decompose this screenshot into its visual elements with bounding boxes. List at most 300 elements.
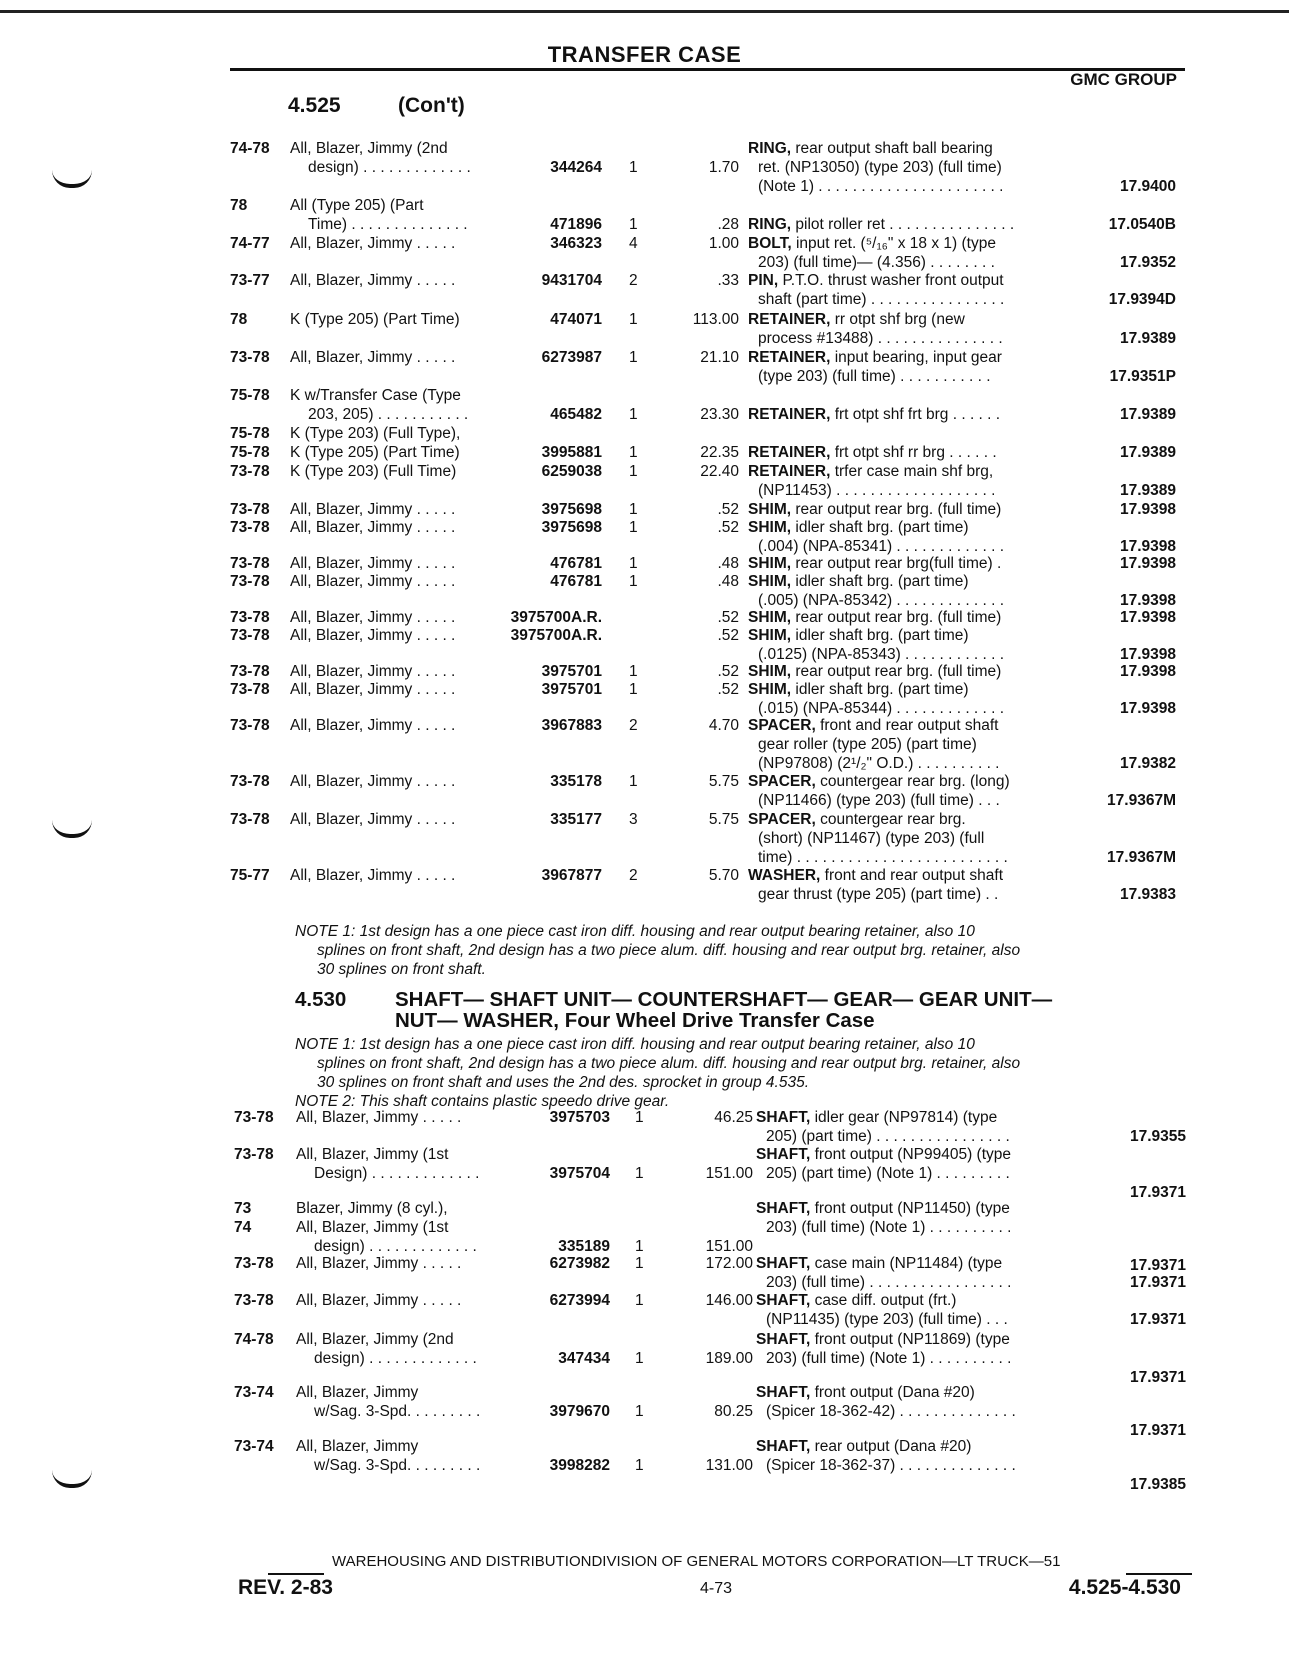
part-name: RETAINER, [748,444,831,461]
year-line: 74-78 [234,1331,274,1348]
group-number: 17.9389 [1119,330,1176,347]
section-heading-4525 [288,94,465,118]
year-line: 73-77 [230,272,270,289]
application-line: K (Type 205) (Part Time) [290,444,460,461]
description [756,1437,1086,1475]
application [290,386,468,424]
description [748,680,1078,718]
description [748,810,1078,867]
description [756,1108,1086,1146]
group-number: 17.9385 [1129,1476,1186,1493]
group-number: 17.9398 [1119,555,1176,572]
description-line: (.015) (NPA-85344) . . . . . . . . . . . . . [758,700,1005,717]
description-text: rear output rear brg(full time) . [795,555,1002,572]
year-range [230,680,290,699]
application [290,518,455,537]
description-text: input ret. (⁵/₁₆" x 18 x 1) (type [795,235,996,252]
description-line: (NP11466) (type 203) (full time) . . . [758,792,1000,809]
application-line: All, Blazer, Jimmy (1st [296,1219,449,1236]
quantity: 1 [629,681,638,698]
group-number: 17.9355 [1129,1128,1186,1145]
group-number: 17.9371 [1129,1311,1186,1328]
header-rule [230,68,1185,71]
description-text: P.T.O. thrust washer front output [782,272,1004,289]
description-line: (short) (NP11467) (type 203) (full [758,830,985,847]
group-number: 17.9389 [1119,406,1176,423]
year-range [230,234,290,253]
note-block-4525 [295,922,1020,979]
price: .33 [717,272,739,289]
part-number: 335189 [558,1238,610,1255]
description-text: rear output rear brg. (full time) [795,501,1002,518]
price: 1.70 [708,159,739,176]
year-line: 73-78 [230,663,270,680]
group-number: 17.9367M [1107,849,1176,866]
application-line: K (Type 203) (Full Type), [290,425,461,442]
description-line: 205) (part time) (Note 1) . . . . . . . . . [766,1165,1010,1182]
binder-hole-mark [52,1470,92,1488]
quantity: 3 [629,811,638,828]
part-name: SHAFT, [756,1255,811,1272]
description-line: shaft (part time) . . . . . . . . . . . . . . . . [758,291,1005,308]
application-line: design) . . . . . . . . . . . . . [314,1238,477,1255]
year-line: 74-77 [230,235,270,252]
application [290,500,455,519]
part-number: 3967883 [541,717,602,734]
page-number: 4-73 [700,1580,733,1597]
part-name: SHAFT, [756,1384,811,1401]
description [756,1199,1086,1237]
group-number: 17.9352 [1119,254,1176,271]
description-text: idler shaft brg. (part time) [795,627,969,644]
year-range [230,518,290,537]
description-line: (.0125) (NPA-85343) . . . . . . . . . . . . [758,646,1005,663]
quantity: 1 [629,501,638,518]
part-name: SPACER, [748,811,816,828]
description [748,716,1078,773]
description-line: (Spicer 18-362-37) . . . . . . . . . . . . . . [766,1457,1016,1474]
description [756,1291,1086,1329]
part-name: SHIM, [748,573,792,590]
description [748,443,1078,462]
year-range [234,1437,294,1456]
year-line: 73-78 [230,555,270,572]
price: .48 [717,555,739,572]
description-text: rear output (Dana #20) [814,1438,972,1455]
quantity: 1 [629,311,638,328]
description-line [748,810,1078,829]
application-line: All, Blazer, Jimmy . . . . . [296,1292,462,1309]
description [748,271,1078,309]
price: .52 [717,519,739,536]
year-range [230,554,290,573]
year-line: 73-78 [230,463,270,480]
year-range [234,1291,294,1310]
application-line: All, Blazer, Jimmy . . . . . [290,349,456,366]
part-name: WASHER, [748,867,821,884]
description-text: front output (NP11450) (type [814,1200,1010,1217]
application-line: All, Blazer, Jimmy . . . . . [290,811,456,828]
group-number: 17.9398 [1119,700,1176,717]
description [748,234,1078,272]
application [290,348,455,367]
description-line: (Spicer 18-362-42) . . . . . . . . . . . . . . [766,1403,1016,1420]
quantity: 1 [629,773,638,790]
part-name: SHAFT, [756,1146,811,1163]
application-line: All, Blazer, Jimmy (2nd [290,140,448,157]
year-line: 73-78 [230,609,270,626]
year-range [230,662,290,681]
year-range [230,626,290,645]
quantity: 4 [629,235,638,252]
quantity: 1 [635,1165,644,1182]
description [748,662,1078,681]
description-line: ret. (NP13050) (type 203) (full time) [758,159,1002,176]
price: 23.30 [700,406,739,423]
application [290,772,455,791]
application [290,139,471,177]
group-number: 17.9389 [1119,444,1176,461]
part-name: SHAFT, [756,1200,811,1217]
description-line [756,1254,1086,1273]
description-text: case main (NP11484) (type [814,1255,1003,1272]
application-line: w/Sag. 3-Spd. . . . . . . . . [314,1403,481,1420]
application [296,1108,461,1127]
revision-label: REV. 2-83 [238,1576,333,1599]
note-line: 30 splines on front shaft. [317,961,486,978]
group-number: 17.9371 [1129,1184,1186,1201]
application-line: K w/Transfer Case (Type [290,387,461,404]
description [748,139,1078,196]
group-number: 17.9383 [1119,886,1176,903]
part-number: 476781 [550,573,602,590]
group-number: 17.9400 [1119,178,1176,195]
year-line: 73-78 [230,627,270,644]
application-line: All, Blazer, Jimmy . . . . . [290,773,456,790]
description [748,348,1078,386]
description-line: 203) (full time)— (4.356) . . . . . . . . [758,254,995,271]
application [290,680,455,699]
description-line: (Note 1) . . . . . . . . . . . . . . . . . . . . . . [758,178,1004,195]
year-range [230,348,290,367]
description-text: idler shaft brg. (part time) [795,519,969,536]
year-line: 75-78 [230,425,270,442]
year-line: 73-78 [230,773,270,790]
note-line: splines on front shaft, 2nd design has a two piece alum. diff. housing and rear output brg. retainer, also [317,942,1021,959]
description-line [756,1145,1086,1164]
description-line: 203) (full time) (Note 1) . . . . . . . . . . [766,1219,1012,1236]
part-name: SHAFT, [756,1331,811,1348]
description-line [748,443,1078,462]
year-line: 73-78 [234,1109,274,1126]
description [748,866,1078,904]
application-line: Design) . . . . . . . . . . . . . [314,1165,480,1182]
part-name: BOLT, [748,235,792,252]
year-range [234,1254,294,1273]
quantity: 2 [629,717,638,734]
application-line: All, Blazer, Jimmy . . . . . [290,717,456,734]
section-title [395,989,1185,1031]
year-range [230,866,290,885]
year-line: 75-78 [230,444,270,461]
quantity: 1 [635,1350,644,1367]
description-line: process #13488) . . . . . . . . . . . . . . . [758,330,1003,347]
year-range [234,1330,294,1349]
application-line: All, Blazer, Jimmy . . . . . [290,573,456,590]
description [748,626,1078,664]
price: 80.25 [714,1403,753,1420]
note-block-4530 [295,1035,1020,1111]
price: .52 [717,609,739,626]
year-line: 73-78 [230,519,270,536]
quantity: 1 [629,663,638,680]
price: 131.00 [705,1457,753,1474]
price: 189.00 [705,1350,753,1367]
year-line: 73-78 [230,811,270,828]
part-name: SPACER, [748,773,816,790]
description-text: idler shaft brg. (part time) [795,681,969,698]
price: 22.35 [700,444,739,461]
group-number: 17.9371 [1129,1274,1186,1291]
year-range [230,386,290,405]
description-line [748,234,1078,253]
part-name: SHIM, [748,627,792,644]
description-line: 205) (part time) . . . . . . . . . . . . . . . . [766,1128,1010,1145]
application-line: All, Blazer, Jimmy . . . . . [290,867,456,884]
price: .52 [717,663,739,680]
description-line [748,716,1078,735]
part-name: SHAFT, [756,1109,811,1126]
price: .52 [717,501,739,518]
part-name: PIN, [748,272,779,289]
description-text: idler shaft brg. (part time) [795,573,969,590]
year-range [230,572,290,591]
description [748,554,1078,573]
part-number: 474071 [550,311,602,328]
footer-text: WAREHOUSING AND DISTRIBUTIONDIVISION OF GENERAL MOTORS CORPORATION—LT TRUCK—51 [332,1553,1061,1570]
quantity: 1 [635,1457,644,1474]
year-line: 73 [234,1200,252,1217]
group-number: 17.9394D [1108,291,1176,308]
application-line: All, Blazer, Jimmy . . . . . [290,555,456,572]
description-line: (.005) (NPA-85342) . . . . . . . . . . . . . [758,592,1005,609]
application [290,608,455,627]
part-number: 3975701 [541,681,602,698]
quantity: 1 [629,463,638,480]
group-number: 17.9371 [1129,1369,1186,1386]
year-line: 73-78 [230,573,270,590]
quantity: 1 [635,1238,644,1255]
page-title: TRANSFER CASE [547,42,742,67]
description-line [748,271,1078,290]
application [290,310,460,329]
description-line: gear roller (type 205) (part time) [758,736,977,753]
part-name: RETAINER, [748,311,831,328]
year-range [234,1383,294,1402]
part-number: 3975698 [541,519,602,536]
application [290,626,455,645]
year-range [230,810,290,829]
year-line: 73-78 [230,501,270,518]
price: 5.75 [708,773,739,790]
application-line: All, Blazer, Jimmy (2nd [296,1331,454,1348]
application-line: All, Blazer, Jimmy . . . . . [290,272,456,289]
quantity: 1 [629,573,638,590]
year-range [230,772,290,791]
part-number: 3995881 [541,444,602,461]
description-text: trfer case main shf brg, [834,463,994,480]
part-name: RETAINER, [748,463,831,480]
part-number: 6273994 [549,1292,610,1309]
price: 46.25 [714,1109,753,1126]
group-number: 17.9367M [1107,792,1176,809]
price: 5.70 [708,867,739,884]
description-line: (type 203) (full time) . . . . . . . . . . . [758,368,991,385]
description [756,1330,1086,1368]
price: 172.00 [705,1255,753,1272]
note-line: NOTE 2: This shaft contains plastic speedo drive gear. [295,1093,670,1110]
application-line: All, Blazer, Jimmy [296,1438,419,1455]
year-range [230,716,290,735]
quantity: 1 [629,349,638,366]
part-name: RING, [748,140,792,157]
description-line [756,1330,1086,1349]
footer-rule-left [268,1573,324,1575]
quantity: 1 [635,1109,644,1126]
application-line: All, Blazer, Jimmy . . . . . [290,519,456,536]
application-line: All, Blazer, Jimmy . . . . . [290,501,456,518]
quantity: 1 [629,406,638,423]
price: 151.00 [705,1238,753,1255]
part-name: RETAINER, [748,349,831,366]
description-text: front output (Dana #20) [814,1384,975,1401]
section-number: 4.525 [288,94,341,117]
application [290,554,455,573]
description-line [748,608,1078,627]
page-reference: 4.525-4.530 [1068,1576,1181,1599]
description [748,405,1078,424]
description-line: 203) (full time) . . . . . . . . . . . . . . . . . [766,1274,1012,1291]
description-text: countergear rear brg. [820,811,966,828]
year-line: 78 [230,311,248,328]
application [290,662,455,681]
application-line: All, Blazer, Jimmy . . . . . [296,1255,462,1272]
application-line: design) . . . . . . . . . . . . . [314,1350,477,1367]
year-line: 74-78 [230,140,270,157]
application [290,234,455,253]
scan-edge-rule [0,10,1289,13]
group-number: 17.9351P [1109,368,1176,385]
description-line [756,1108,1086,1127]
application [296,1383,480,1421]
application [296,1291,461,1310]
application [290,716,455,735]
group-number: 17.9371 [1129,1422,1186,1439]
part-number: 3975704 [549,1165,610,1182]
group-number: 17.9398 [1119,538,1176,555]
description-line [748,500,1078,519]
description-line [748,518,1078,537]
application [290,810,455,829]
description-line [756,1437,1086,1456]
group-number: 17.9398 [1119,592,1176,609]
part-number: 335177 [550,811,602,828]
year-line: 73-78 [234,1255,274,1272]
price: .52 [717,627,739,644]
description-line: (NP97808) (2¹/₂" O.D.) . . . . . . . . . . [758,755,1000,772]
part-number: 3998282 [549,1457,610,1474]
quantity: 1 [629,555,638,572]
year-line: 73-74 [234,1384,274,1401]
year-range [230,196,290,215]
note-line: splines on front shaft, 2nd design has a two piece alum. diff. housing and rear output brg. retainer, also [317,1055,1021,1072]
application [290,462,456,481]
description-line: (NP11453) . . . . . . . . . . . . . . . . . . . [758,482,996,499]
price: 5.75 [708,811,739,828]
year-range [230,139,290,158]
application-line: All (Type 205) (Part [290,197,424,214]
part-number: 347434 [558,1350,610,1367]
quantity: 1 [629,519,638,536]
part-name: RETAINER, [748,406,831,423]
year-range [230,608,290,627]
description [748,215,1078,234]
application [296,1254,461,1273]
part-name: SHIM, [748,609,792,626]
description-text: front output (NP99405) (type [814,1146,1012,1163]
price: 146.00 [705,1292,753,1309]
application [290,271,455,290]
part-name: SPACER, [748,717,816,734]
application-line: All, Blazer, Jimmy (1st [296,1146,449,1163]
year-line: 73-74 [234,1438,274,1455]
year-range [234,1145,294,1164]
description [756,1145,1086,1183]
description-text: front output (NP11869) (type [814,1331,1010,1348]
note-line: NOTE 1: 1st design has a one piece cast iron diff. housing and rear output bearing retainer, also 10 [295,923,975,940]
description-line: (.004) (NPA-85341) . . . . . . . . . . . . . [758,538,1005,555]
description [756,1383,1086,1421]
description [748,772,1078,810]
part-number: 3975700A.R. [510,627,602,644]
description-text: rear output shaft ball bearing [795,140,993,157]
quantity: 2 [629,272,638,289]
description-text: frt otpt shf frt brg . . . . . . [834,406,1001,423]
part-number: 465482 [550,406,602,423]
description-line [748,348,1078,367]
part-number: 6273987 [541,349,602,366]
year-range [230,462,290,481]
description [748,608,1078,627]
year-range [230,424,290,462]
part-name: SHIM, [748,555,792,572]
application-line: Blazer, Jimmy (8 cyl.), [296,1200,448,1217]
application-line: design) . . . . . . . . . . . . . [308,159,471,176]
group-number: 17.9382 [1119,755,1176,772]
quantity: 1 [635,1403,644,1420]
part-number: 3975701 [541,663,602,680]
year-range [230,500,290,519]
application-line: All, Blazer, Jimmy . . . . . [290,609,456,626]
part-name: SHIM, [748,519,792,536]
quantity: 1 [635,1292,644,1309]
description-text: front and rear output shaft [820,717,999,734]
application-line: All, Blazer, Jimmy . . . . . [296,1109,462,1126]
description-line: 203) (full time) (Note 1) . . . . . . . . . . [766,1350,1012,1367]
application-line: All, Blazer, Jimmy . . . . . [290,627,456,644]
application [290,196,468,234]
price: 113.00 [692,311,739,328]
